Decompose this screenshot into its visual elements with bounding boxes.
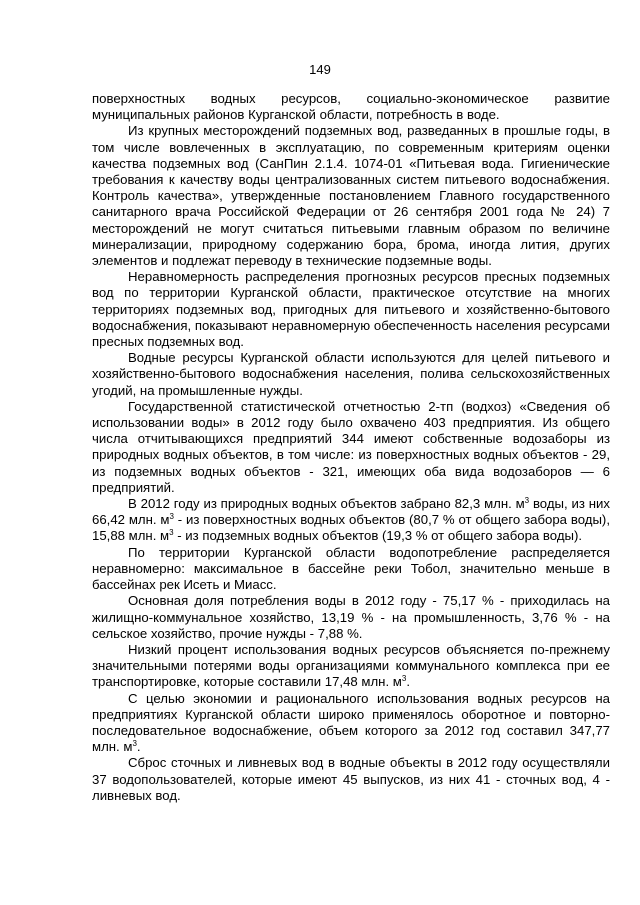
page-number: 149 [309, 62, 331, 77]
paragraph: Неравномерность распределения прогнозных ресурсов пресных подземных вод по территории Курганской области, практическое отсутствие на многих территориях подземных вод, пригодных для питьевого и хозяйственно-бытового водоснабжения, показывают неравномерную обеспеченность населения ресурсами пресных подземных вод. [92, 269, 610, 350]
paragraph [92, 691, 610, 756]
superscript: 3 [132, 739, 137, 749]
text-run: - из подземных водных объектов (19,3 % от общего забора воды). [173, 528, 583, 544]
paragraph [92, 496, 610, 545]
text-run: Низкий процент использования водных ресурсов объясняется по-прежнему значительными потерями воды организациями коммунального комплекса при ее транспортировке, которые составили 17,48 млн. м [92, 641, 610, 690]
text-run: . [136, 739, 141, 755]
text-run: воды, из них 66,42 млн. м [92, 496, 610, 528]
text-run: - из поверхностных водных объектов (80,7 % от общего забора воды), 15,88 млн. м [92, 512, 610, 544]
paragraph: Сброс сточных и ливневых вод в водные объекты в 2012 году осуществляли 37 водопользователей, которые имеют 45 выпусков, из них 41 - сточных вод, 4 - ливневых вод. [92, 755, 610, 803]
paragraph: Из крупных месторождений подземных вод, разведанных в прошлые годы, в том числе вовлеченных в эксплуатацию, по современным критериям оценки качества подземных вод (СанПин 2.1.4. 1074-01 «Питьевая вода. Гигиенические требования к качеству воды централизованных систем питьевого водоснабжения. Контроль качества», утвержденные постановлением Главного государственного санитарного врача Российской Федерации от 26 сентября 2001 года № 24) 7 месторождений не могут считаться питьевыми главным образом по величине минерализации, природному содержанию бора, брома, иногда лития, других элементов и подлежат переводу в технические подземные воды. [92, 123, 610, 269]
text-run: . [406, 674, 410, 690]
paragraph: поверхностных водных ресурсов, социально-экономическое развитие муниципальных районов Курганской области, потребность в воде. [92, 91, 610, 123]
body-text [92, 91, 610, 804]
paragraph [92, 642, 610, 691]
paragraph: Государственной статистической отчетностью 2-тп (водхоз) «Сведения об использовании воды» в 2012 году было охвачено 403 предприятия. Из общего числа отчитывающихся предприятий 344 имеют собственные водозаборы из природных водных объектов, в том числе: из поверхностных водных объектов - 29, из подземных водных объектов - 321, имеющих оба вида водозаборов — 6 предприятий. [92, 398, 610, 495]
paragraph: По территории Курганской области водопотребление распределяется неравномерно: максимальное в бассейне реки Тобол, значительно меньше в бассейнах рек Исеть и Миасс. [92, 544, 610, 593]
paragraph: Водные ресурсы Курганской области используются для целей питьевого и хозяйственно-бытового водоснабжения населения, полива сельскохозяйственных угодий, на промышленные нужды. [92, 350, 610, 398]
superscript: 3 [524, 496, 530, 506]
paragraph: Основная доля потребления воды в 2012 году - 75,17 % - приходилась на жилищно-коммунальное хозяйство, 13,19 % - на промышленность, 3,76 % - на сельское хозяйство, прочие нужды - 7,88 %. [92, 593, 610, 641]
text-run: С целью экономии и рационального использования водных ресурсов на предприятиях Курганской области широко применялось оборотное и повторно-последовательное водоснабжение, объем которого за 2012 год составил 347,77 млн. м [92, 690, 610, 755]
superscript: 3 [401, 674, 407, 684]
text-run: В 2012 году из природных водных объектов забрано 82,3 млн. м [128, 496, 525, 512]
superscript: 3 [169, 528, 174, 538]
superscript: 3 [169, 512, 174, 522]
